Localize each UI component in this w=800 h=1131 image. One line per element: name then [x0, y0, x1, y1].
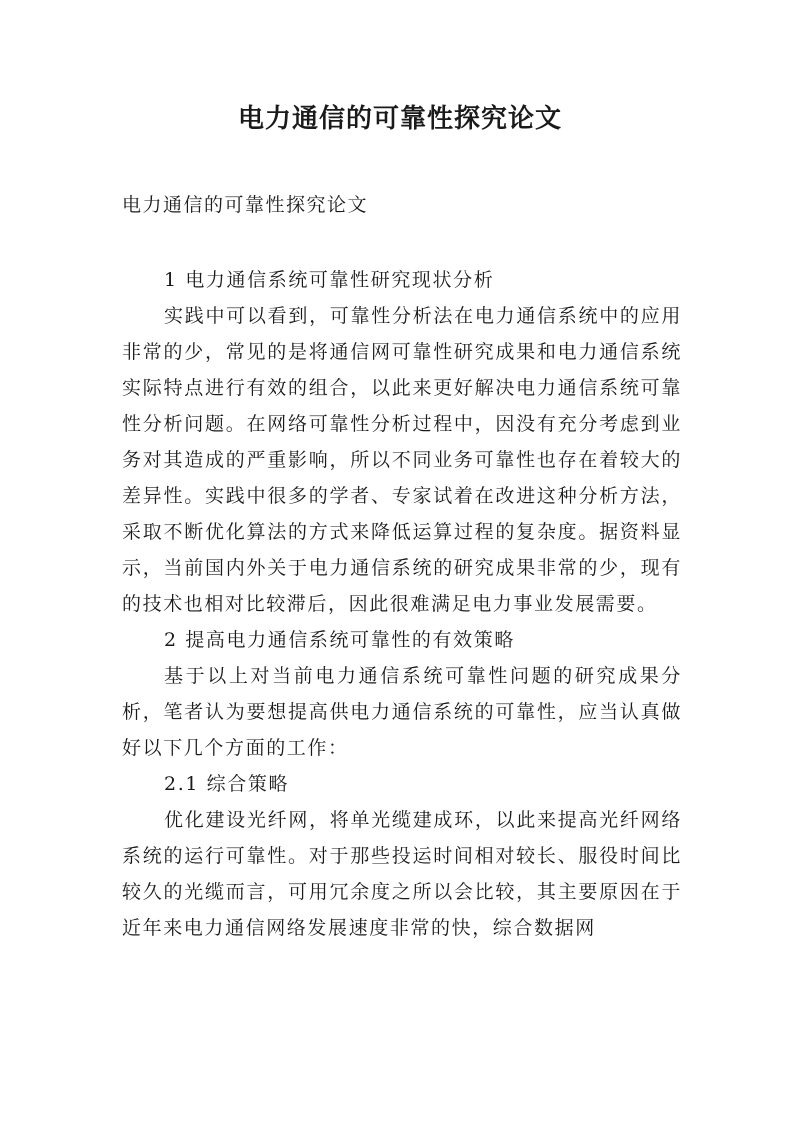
section-1-paragraph: 实践中可以看到，可靠性分析法在电力通信系统中的应用非常的少，常见的是将通信网可靠性研究成果和电力通信系统实际特点进行有效的组合，以此来更好解决电力通信系统可靠性分析问题。在网络可靠性分析过程中，因没有充分考虑到业务对其造成的严重影响，所以不同业务可靠性也存在着较大的差异性。实践中很多的学者、专家试着在改进这种分析方法，采取不断优化算法的方式来降低运算过程的复杂度。据资料显示，当前国内外关于电力通信系统的研究成果非常的少，现有的技术也相对比较滞后，因此很难满足电力事业发展需要。: [122, 305, 682, 615]
section-2-heading: 2 提高电力通信系统可靠性的有效策略: [164, 629, 515, 651]
document-body: [122, 262, 682, 946]
document-title: 电力通信的可靠性探究论文: [237, 104, 562, 134]
section-2-paragraph: 基于以上对当前电力通信系统可靠性问题的研究成果分析，笔者认为要想提高供电力通信系统的可靠性，应当认真做好以下几个方面的工作：: [122, 665, 682, 759]
section-1-heading: 1 电力通信系统可靠性研究现状分析: [164, 269, 495, 291]
document-subtitle: 电力通信的可靠性探究论文: [122, 194, 369, 216]
section-2-1-heading: 2.1 综合策略: [164, 773, 290, 795]
section-2-1-paragraph: 优化建设光纤网，将单光缆建成环，以此来提高光纤网络系统的运行可靠性。对于那些投运时间相对较长、服役时间比较久的光缆而言，可用冗余度之所以会比较，其主要原因在于近年来电力通信网络发展速度非常的快，综合数据网: [122, 809, 682, 939]
